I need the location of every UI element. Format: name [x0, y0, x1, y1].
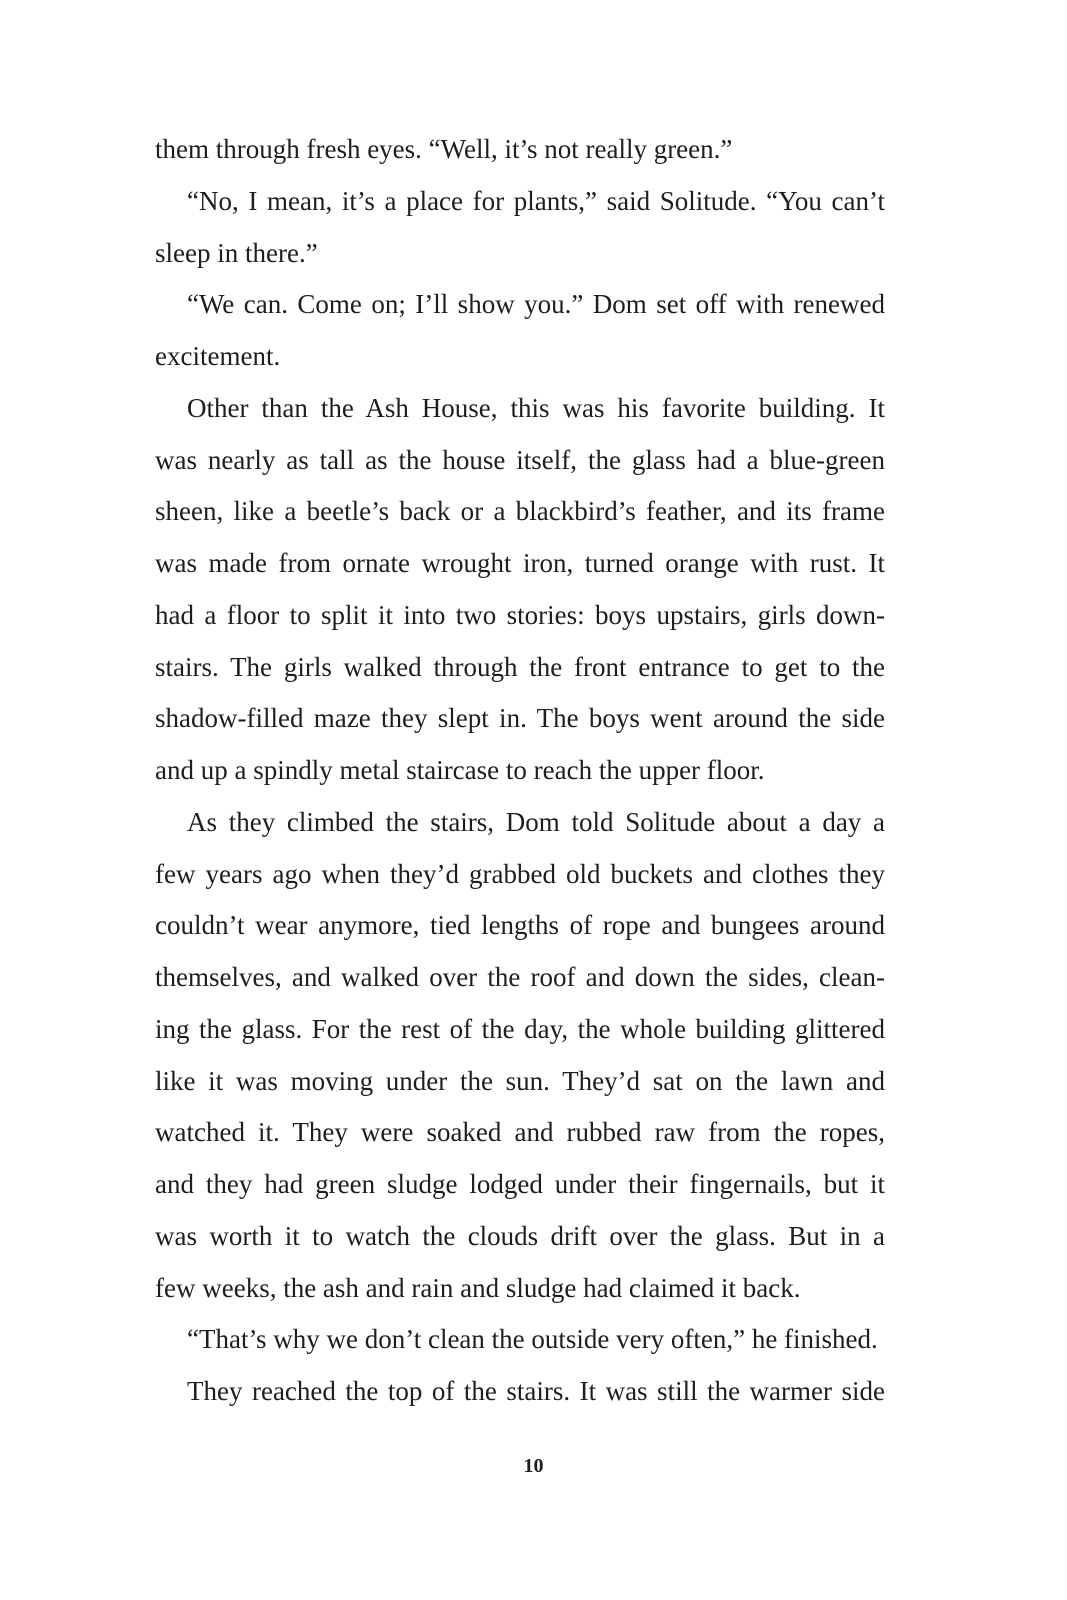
- body-text: [155, 124, 885, 1418]
- text-line: They reached the top of the stairs. It was still the warmer side: [187, 1376, 885, 1406]
- text-line: “We can. Come on; I’ll show you.” Dom set off with renewed: [187, 289, 885, 320]
- text-line: was made from ornate wrought iron, turned orange with rust. It: [155, 548, 885, 578]
- text-line: had a floor to split it into two stories: boys upstairs, girls down-: [155, 599, 885, 630]
- text-line: “That’s why we don’t clean the outside very often,” he finished.: [187, 1324, 878, 1355]
- text-line: few weeks, the ash and rain and sludge had claimed it back.: [155, 1272, 801, 1303]
- text-line: couldn’t wear anymore, tied lengths of rope and bungees around: [155, 910, 885, 941]
- text-line: few years ago when they’d grabbed old buckets and clothes they: [155, 858, 885, 889]
- text-line: stairs. The girls walked through the front entrance to get to the: [155, 651, 885, 682]
- text-line: like it was moving under the sun. They’d sat on the lawn and: [155, 1065, 885, 1096]
- text-line: excitement.: [155, 341, 281, 371]
- text-line: shadow-filled maze they slept in. The boys went around the side: [155, 703, 885, 734]
- text-line: sheen, like a beetle’s back or a blackbird’s feather, and its frame: [155, 496, 885, 527]
- text-line: “No, I mean, it’s a place for plants,” said Solitude. “You can’t: [187, 185, 885, 216]
- text-line: themselves, and walked over the roof and down the sides, clean-: [155, 962, 885, 992]
- text-line: sleep in there.”: [155, 237, 318, 268]
- text-line: was worth it to watch the clouds drift over the glass. But in a: [155, 1220, 885, 1251]
- text-line: Other than the Ash House, this was his favorite building. It: [187, 392, 885, 423]
- text-line: watched it. They were soaked and rubbed raw from the ropes,: [155, 1117, 885, 1148]
- text-line: As they climbed the stairs, Dom told Solitude about a day a: [187, 806, 885, 837]
- page-number: 10: [523, 1455, 544, 1477]
- text-line: ing the glass. For the rest of the day, the whole building glittered: [155, 1013, 885, 1044]
- text-line: them through fresh eyes. “Well, it’s not really green.”: [155, 134, 733, 164]
- text-line: and up a spindly metal staircase to reach the upper floor.: [155, 755, 765, 785]
- text-line: and they had green sludge lodged under their fingernails, but it: [155, 1169, 885, 1199]
- text-line: was nearly as tall as the house itself, the glass had a blue-green: [155, 444, 885, 475]
